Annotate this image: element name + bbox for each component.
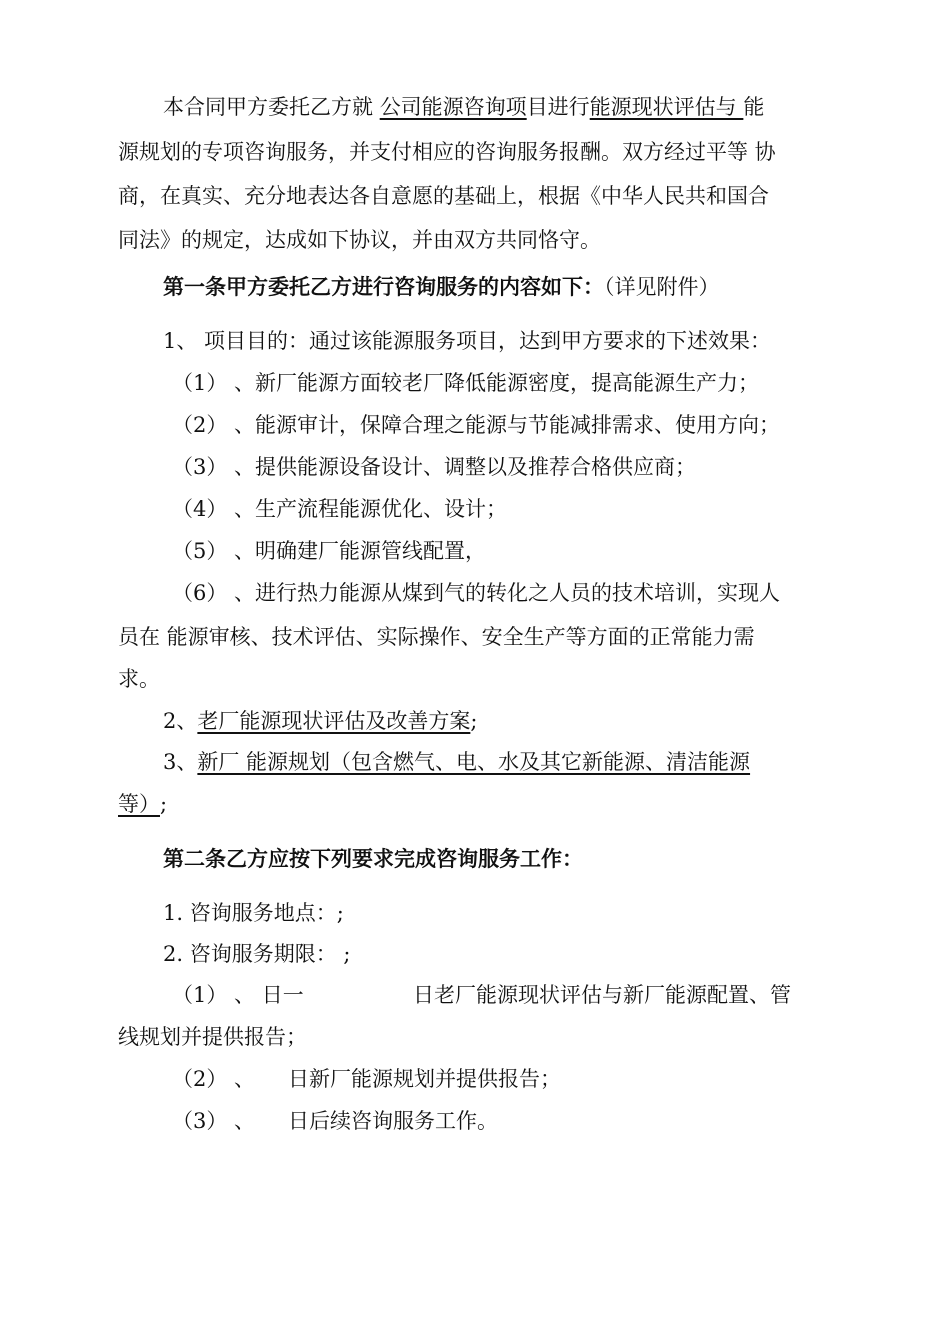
item-end: ; [160, 792, 168, 816]
article-2-item-2: 2. 咨询服务期限： ; [163, 942, 351, 966]
article-1-sub-3: （3） 、提供能源设备设计、调整以及推荐合格供应商； [172, 455, 697, 479]
article-1-sub-1: （1） 、新厂能源方面较老厂降低能源密度，提高能源生产力； [172, 371, 760, 395]
underlined-item-text: 老厂能源现状评估及改善方案 [197, 709, 471, 733]
article-2-sub-1-line-2: 线规划并提供报告； [118, 1025, 307, 1049]
intro-text: 本合同甲方委托乙方就 [163, 95, 380, 119]
item-number: 2、 [163, 709, 198, 733]
intro-line-4: 同法》的规定，达成如下协议，并由双方共同恪守。 [118, 228, 601, 252]
article-2-sub-2-text: 日新厂能源规划并提供报告； [288, 1067, 561, 1091]
article-2-sub-3-text: 日后续咨询服务工作。 [288, 1109, 498, 1133]
sub-label: （1） 、 日一 [172, 983, 304, 1007]
article-2-heading: 第二条乙方应按下列要求完成咨询服务工作： [163, 846, 583, 871]
article-1-title: 第一条甲方委托乙方进行咨询服务的内容如下： [163, 274, 604, 299]
article-2-sub-3-label: （3） 、 [172, 1109, 256, 1133]
article-1-heading [163, 272, 720, 302]
article-2-sub-2-label: （2） 、 [172, 1067, 256, 1091]
intro-line-2: 源规划的专项咨询服务，并支付相应的咨询服务报酬。双方经过平等 协 [118, 140, 776, 164]
article-1-sub-4: （4） 、生产流程能源优化、设计； [172, 497, 508, 521]
article-1-sub-6-line-3: 求。 [118, 667, 160, 691]
article-2-sub-1 [172, 980, 304, 1010]
article-1-sub-6-line-2: 员在 能源审核、技术评估、实际操作、安全生产等方面的正常能力需 [118, 625, 755, 649]
item-number: 3、 [163, 750, 198, 774]
underlined-service-scope: 能源现状评估与 [589, 95, 744, 119]
intro-text: 能 [743, 95, 765, 119]
article-2-item-1: 1. 咨询服务地点：; [163, 901, 344, 925]
underlined-item-text: 等） [118, 792, 160, 816]
intro-text: 目进行 [526, 95, 590, 119]
underlined-item-text: 新厂 能源规划（包含燃气、电、水及其它新能源、清洁能源 [197, 750, 751, 774]
article-1-note: （详见附件） [604, 275, 720, 299]
article-1-item-3 [163, 747, 750, 777]
article-1-sub-5: （5） 、明确建厂能源管线配置， [172, 539, 487, 563]
article-1-item-1: 1、 项目目的：通过该能源服务项目，达到甲方要求的下述效果： [163, 329, 772, 353]
article-1-sub-6-line-1: （6） 、进行热力能源从煤到气的转化之人员的技术培训，实现人 [172, 581, 781, 605]
intro-line-1 [163, 92, 764, 122]
article-2-sub-1-text: 日老厂能源现状评估与新厂能源配置、管 [413, 983, 791, 1007]
underlined-project-name: 公司能源咨询项 [379, 95, 527, 119]
article-1-item-2 [163, 706, 477, 736]
article-1-item-3-line-2 [118, 789, 167, 819]
intro-line-3: 商，在真实、充分地表达各自意愿的基础上，根据《中华人民共和国合 [118, 184, 769, 208]
item-end: ; [470, 709, 478, 733]
article-1-sub-2: （2） 、能源审计，保障合理之能源与节能减排需求、使用方向； [172, 413, 781, 437]
